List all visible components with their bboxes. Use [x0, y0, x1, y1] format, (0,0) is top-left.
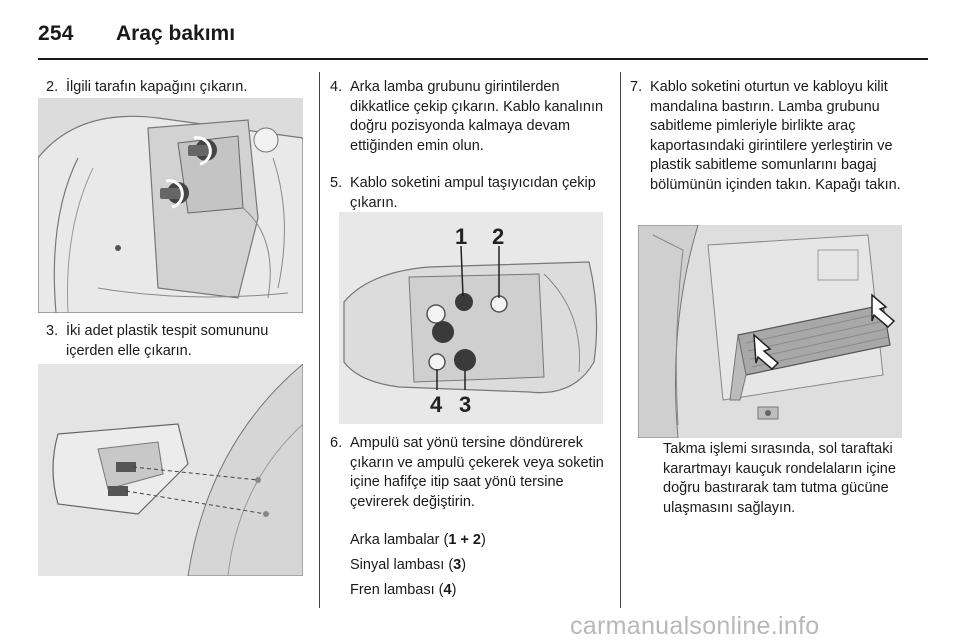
page-title: Araç bakımı — [116, 22, 236, 45]
figure-lamp-removal — [38, 364, 303, 576]
step-6 — [330, 434, 610, 512]
step-number: 2. — [46, 79, 59, 95]
bulb-3 — [454, 349, 476, 371]
column-divider-1 — [319, 72, 320, 608]
bulb-list-signal: Sinyal lambası (3) — [350, 557, 467, 573]
bulb-2 — [491, 296, 507, 312]
step-text: İki adet plastik tespit somununu içerden elle çıkarın. — [66, 323, 269, 359]
step-7 — [630, 78, 915, 195]
step-number: 4. — [330, 79, 343, 95]
installation-note: Takma işlemi sırasında, sol taraftaki karartmayı kauçuk rondelaların içine doğru bastırarak tam tutma gücüne ulaşmasını sağlayın. — [663, 441, 896, 516]
step-text: İlgili tarafın kapağını çıkarın. — [66, 79, 248, 95]
bulb-list-rear: Arka lambalar (1 + 2) — [350, 532, 486, 548]
bulb-4 — [429, 354, 445, 370]
figure-bulb-holder — [339, 212, 603, 424]
label-3: 3 — [459, 392, 472, 417]
label-1: 1 — [455, 224, 468, 249]
step-text: Arka lamba grubunu girintilerden dikkatlice çekip çıkarın. Kablo kanalının doğru pozisyonda kalmaya devam ettiğinden emin olun. — [350, 79, 604, 154]
label-4: 4 — [430, 392, 443, 417]
step-text: Kablo soketini ampul taşıyıcıdan çekip çıkarın. — [350, 175, 596, 211]
step-text: Kablo soketini oturtun ve kabloyu kilit mandalına bastırın. Lamba grubunu sabitleme pimleriyle birlikte araç kaportasındaki girintilere yerleştirin ve plastik sabitleme somunlarını bagaj bölümünün içinden takın. Kapağı takın. — [650, 79, 901, 193]
page-number: 254 — [38, 22, 74, 45]
bulb-list-brake: Fren lambası (4) — [350, 582, 457, 598]
step-number: 5. — [330, 175, 343, 191]
step-text: Ampulü sat yönü tersine döndürerek çıkarın ve ampulü çekerek veya soketin içine hafifçe itip saat yönü tersine çevirerek değiştirin. — [350, 435, 604, 510]
step-number: 6. — [330, 435, 343, 451]
column-divider-2 — [620, 72, 621, 608]
header-divider — [38, 58, 928, 60]
step-3 — [46, 322, 316, 361]
step-number: 3. — [46, 323, 59, 339]
label-2: 2 — [492, 224, 505, 249]
step-5 — [330, 174, 606, 213]
watermark: carmanualsonline.info — [570, 612, 820, 640]
figure-rear-cover-nuts — [38, 98, 303, 313]
step-4 — [330, 78, 606, 156]
step-2 — [46, 78, 316, 98]
figure-cover-install — [638, 225, 902, 438]
bulb-1 — [455, 293, 473, 311]
page-header — [38, 14, 928, 58]
step-number: 7. — [630, 79, 643, 95]
